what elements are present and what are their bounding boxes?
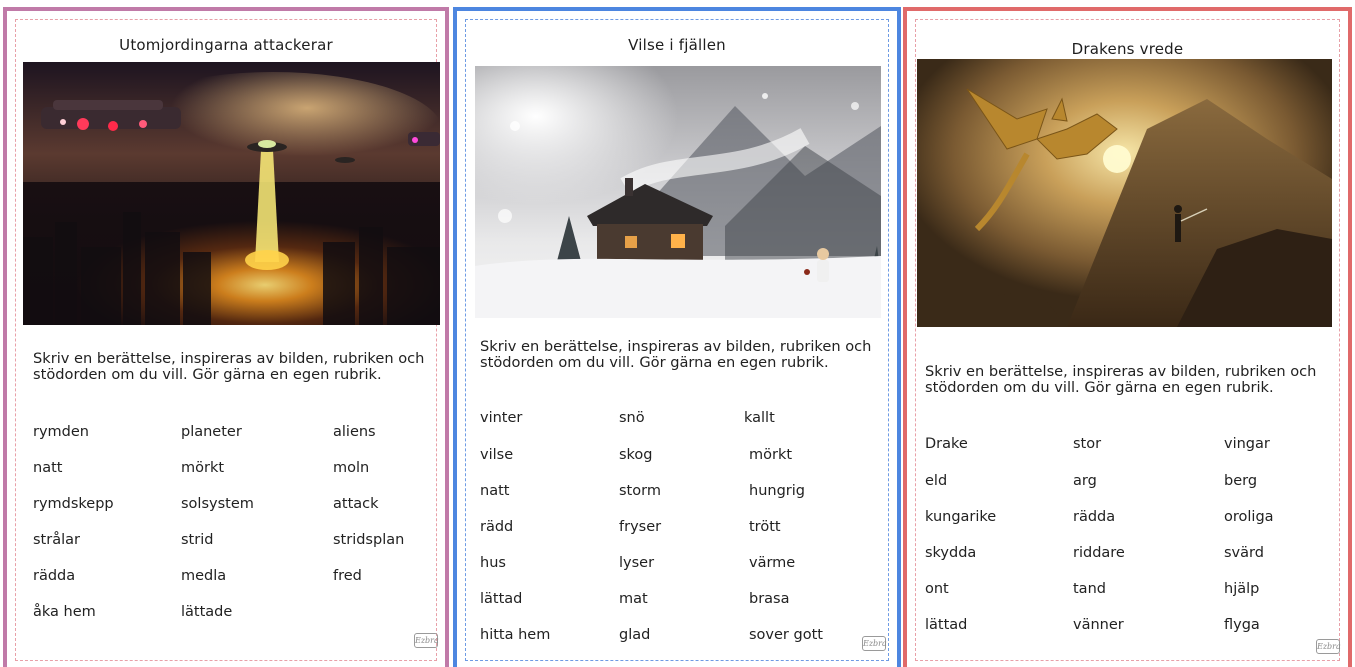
word-list-item: aliens [333, 424, 376, 440]
writing-prompt: Skriv en berättelse, inspireras av bilden, rubriken och stödorden om du vill. Gör gärna en egen rubrik. [480, 338, 872, 371]
story-card-aliens [3, 7, 449, 667]
word-list-item: lyser [619, 555, 655, 571]
word-list-item: vilse [480, 447, 514, 463]
word-list-item: skog [619, 447, 653, 463]
brand-logo: Ezbra [862, 636, 886, 651]
word-list-item: skydda [925, 545, 977, 561]
word-list-item: riddare [1073, 545, 1125, 561]
word-list-item: kallt [744, 410, 775, 426]
word-list-item: mörkt [181, 460, 225, 476]
word-list-item: ont [925, 581, 949, 597]
word-list-item: rädd [480, 519, 514, 535]
brand-logo: Ezbra [1316, 639, 1340, 654]
word-list-item: lättad [480, 591, 523, 607]
word-list-item: stridsplan [333, 532, 405, 548]
word-list-item: hitta hem [480, 627, 551, 643]
word-list-item: glad [619, 627, 651, 643]
word-list-item: mat [619, 591, 648, 607]
word-list-item: fred [333, 568, 362, 584]
word-list-item: planeter [181, 424, 242, 440]
word-list-item: åka hem [33, 604, 96, 620]
word-list-item: arg [1073, 473, 1097, 489]
word-list-item: oroliga [1224, 509, 1274, 525]
aliens-city-image [23, 62, 440, 325]
brand-logo: Ezbra [414, 633, 438, 648]
word-list-item: natt [480, 483, 510, 499]
word-list-item: vänner [1073, 617, 1124, 633]
word-list-item: lättad [925, 617, 968, 633]
word-list-item: vinter [480, 410, 523, 426]
word-list-item: natt [33, 460, 63, 476]
word-list-item: snö [619, 410, 645, 426]
word-list-item: solsystem [181, 496, 254, 512]
word-list-item: flyga [1224, 617, 1260, 633]
word-list-item: lättade [181, 604, 233, 620]
word-list-item: storm [619, 483, 661, 499]
word-list-item: kungarike [925, 509, 997, 525]
word-list-item: fryser [619, 519, 662, 535]
dragon-mountain-image [917, 59, 1332, 327]
word-list-item: Drake [925, 436, 968, 452]
word-list-item: rädda [1073, 509, 1116, 525]
word-list-item: rymdskepp [33, 496, 114, 512]
story-card-mountains [453, 7, 901, 667]
word-list-item: hjälp [1224, 581, 1260, 597]
card-title: Vilse i fjällen [628, 36, 726, 54]
snowy-cabin-image [475, 66, 881, 318]
word-list-item: hungrig [749, 483, 805, 499]
word-list-item: värme [749, 555, 796, 571]
word-list-item: sover gott [749, 627, 823, 643]
word-list-item: mörkt [749, 447, 793, 463]
word-list-item: rädda [33, 568, 76, 584]
card-title: Drakens vrede [1071, 40, 1184, 58]
word-list-item: strid [181, 532, 214, 548]
word-list-item: moln [333, 460, 370, 476]
word-list-item: tand [1073, 581, 1106, 597]
word-list-item: stor [1073, 436, 1102, 452]
word-list-item: trött [749, 519, 781, 535]
word-list-item: hus [480, 555, 506, 571]
writing-prompt: Skriv en berättelse, inspireras av bilden, rubriken och stödorden om du vill. Gör gärna en egen rubrik. [33, 350, 425, 383]
story-card-dragon [903, 7, 1352, 667]
word-list-item: strålar [33, 532, 80, 548]
word-list-item: rymden [33, 424, 89, 440]
word-list-item: eld [925, 473, 948, 489]
word-list-item: brasa [749, 591, 790, 607]
word-list-item: attack [333, 496, 379, 512]
writing-prompt: Skriv en berättelse, inspireras av bilden, rubriken och stödorden om du vill. Gör gärna en egen rubrik. [925, 363, 1317, 396]
word-list-item: medla [181, 568, 227, 584]
word-list-item: vingar [1224, 436, 1270, 452]
word-list-item: svärd [1224, 545, 1264, 561]
card-title: Utomjordingarna attackerar [119, 36, 333, 54]
word-list-item: berg [1224, 473, 1258, 489]
